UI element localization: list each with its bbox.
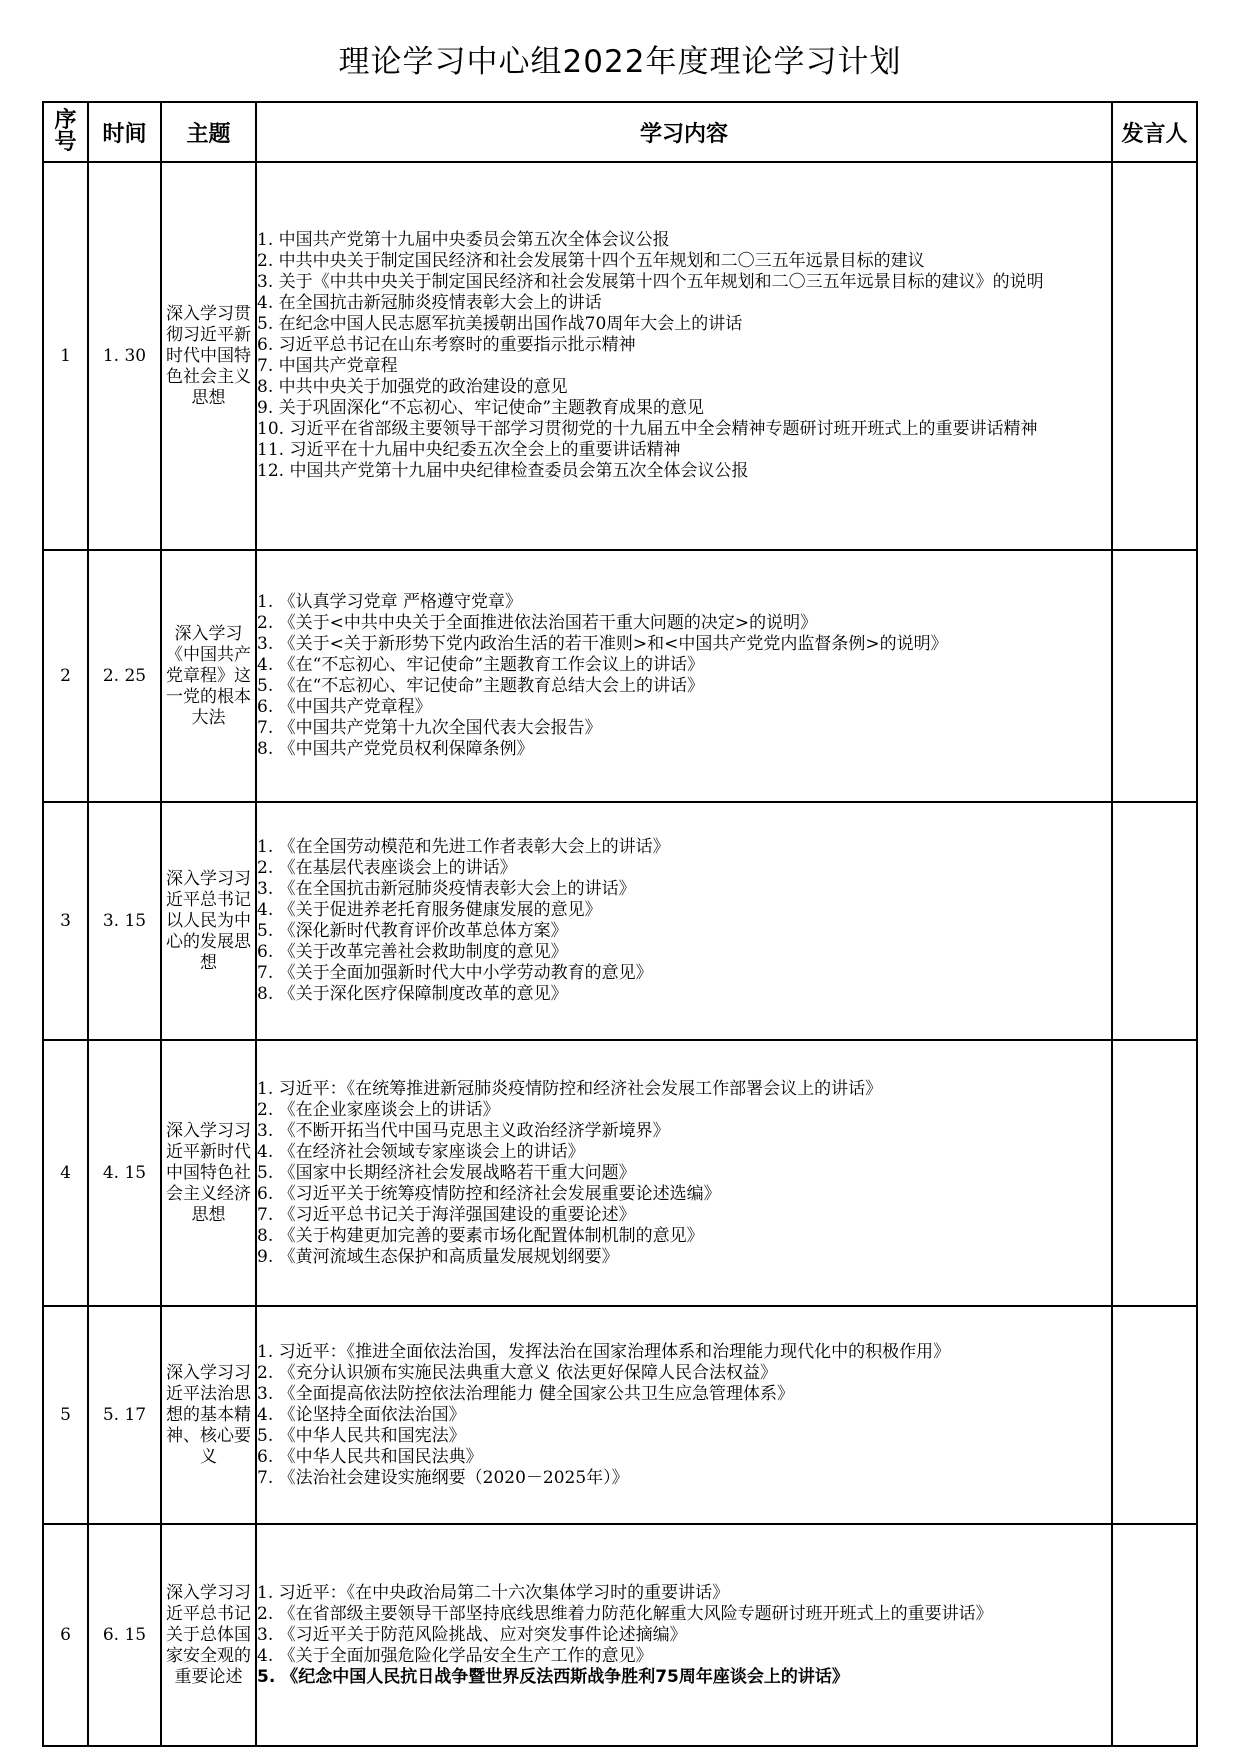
- row-content: [256, 1040, 1112, 1306]
- content-item: 5. 在纪念中国人民志愿军抗美援朝出国作战70周年大会上的讲话: [257, 314, 743, 334]
- table-row: [43, 1524, 1197, 1746]
- row-content: [256, 1524, 1112, 1746]
- header-seq: 序号: [43, 102, 88, 162]
- page-title: 理论学习中心组2022年度理论学习计划: [338, 44, 902, 80]
- header-time: 时间: [88, 102, 161, 162]
- content-item: 7. 《法治社会建设实施纲要（2020－2025年）》: [257, 1467, 629, 1488]
- row-content: [256, 550, 1112, 802]
- content-item: 4. 《关于促进养老托育服务健康发展的意见》: [257, 900, 602, 920]
- content-item: 3. 《关于<关于新形势下党内政治生活的若干准则>和<中国共产党党内监督条例>的说明》: [257, 634, 948, 654]
- row-speaker: [1112, 162, 1197, 550]
- content-item: 5. 《在“不忘初心、牢记使命”主题教育总结大会上的讲话》: [257, 676, 705, 696]
- content-item: 2. 《关于<中共中央关于全面推进依法治国若干重大问题的决定>的说明》: [257, 613, 818, 633]
- content-item: 10. 习近平在省部级主要领导干部学习贯彻党的十九届五中全会精神专题研讨班开班式上的重要讲话精神: [257, 419, 1038, 439]
- row-time: 4. 15: [88, 1040, 161, 1306]
- content-item: 8. 《关于深化医疗保障制度改革的意见》: [257, 984, 568, 1004]
- content-item: 12. 中国共产党第十九届中央纪律检查委员会第五次全体会议公报: [257, 461, 749, 481]
- content-item: 5. 《国家中长期经济社会发展战略若干重大问题》: [257, 1162, 636, 1183]
- content-item: 6. 习近平总书记在山东考察时的重要指示批示精神: [257, 335, 636, 355]
- row-speaker: [1112, 550, 1197, 802]
- content-item: 2. 《在基层代表座谈会上的讲话》: [257, 858, 517, 878]
- row-topic: 深入学习习近平总书记关于总体国家安全观的重要论述: [161, 1524, 256, 1746]
- content-item: 3. 《习近平关于防范风险挑战、应对突发事件论述摘编》: [257, 1624, 687, 1645]
- row-content: [256, 1306, 1112, 1524]
- row-seq: 5: [43, 1306, 88, 1524]
- header-topic: 主题: [161, 102, 256, 162]
- row-seq: 6: [43, 1524, 88, 1746]
- content-item: 5. 《中华人民共和国宪法》: [257, 1425, 466, 1446]
- table-row: [43, 802, 1197, 1040]
- row-content: [256, 802, 1112, 1040]
- row-speaker: [1112, 802, 1197, 1040]
- content-item: 3. 《不断开拓当代中国马克思主义政治经济学新境界》: [257, 1120, 670, 1141]
- row-speaker: [1112, 1306, 1197, 1524]
- header-content: 学习内容: [256, 102, 1112, 162]
- row-seq: 2: [43, 550, 88, 802]
- row-time: 3. 15: [88, 802, 161, 1040]
- content-item: 4. 《关于全面加强危险化学品安全生产工作的意见》: [257, 1645, 653, 1666]
- row-time: 5. 17: [88, 1306, 161, 1524]
- row-content: [256, 162, 1112, 550]
- content-item: 3. 《在全国抗击新冠肺炎疫情表彰大会上的讲话》: [257, 879, 636, 899]
- content-item: 3. 关于《中共中央关于制定国民经济和社会发展第十四个五年规划和二〇三五年远景目标的建议》的说明: [257, 272, 1044, 292]
- content-item: 2. 《在省部级主要领导干部坚持底线思维着力防范化解重大风险专题研讨班开班式上的重要讲话》: [257, 1603, 993, 1624]
- content-item: 7. 《关于全面加强新时代大中小学劳动教育的意见》: [257, 963, 653, 983]
- row-topic: 深入学习贯彻习近平新时代中国特色社会主义思想: [161, 162, 256, 550]
- content-item: 7. 中国共产党章程: [257, 356, 398, 376]
- row-speaker: [1112, 1524, 1197, 1746]
- row-seq: 1: [43, 162, 88, 550]
- content-item: 4. 在全国抗击新冠肺炎疫情表彰大会上的讲话: [257, 293, 602, 313]
- row-time: 6. 15: [88, 1524, 161, 1746]
- table-row: [43, 162, 1197, 550]
- content-item: 7. 《习近平总书记关于海洋强国建设的重要论述》: [257, 1204, 636, 1225]
- content-item: 4. 《在经济社会领域专家座谈会上的讲话》: [257, 1141, 585, 1162]
- content-item: 9. 《黄河流域生态保护和高质量发展规划纲要》: [257, 1246, 619, 1267]
- content-item-bold: 5. 《纪念中国人民抗日战争暨世界反法西斯战争胜利75周年座谈会上的讲话》: [257, 1666, 849, 1687]
- table-row: [43, 1306, 1197, 1524]
- content-item: 3. 《全面提高依法防控依法治理能力 健全国家公共卫生应急管理体系》: [257, 1383, 795, 1404]
- content-item: 1. 习近平：《在统筹推进新冠肺炎疫情防控和经济社会发展工作部署会议上的讲话》: [257, 1078, 883, 1099]
- row-speaker: [1112, 1040, 1197, 1306]
- content-item: 1. 中国共产党第十九届中央委员会第五次全体会议公报: [257, 230, 670, 250]
- content-item: 8. 中共中央关于加强党的政治建设的意见: [257, 377, 568, 397]
- content-item: 5. 《深化新时代教育评价改革总体方案》: [257, 921, 568, 941]
- content-item: 11. 习近平在十九届中央纪委五次全会上的重要讲话精神: [257, 440, 681, 460]
- content-item: 2. 中共中央关于制定国民经济和社会发展第十四个五年规划和二〇三五年远景目标的建议: [257, 251, 925, 271]
- row-topic: 深入学习《中国共产党章程》这一党的根本大法: [161, 550, 256, 802]
- content-item: 2. 《在企业家座谈会上的讲话》: [257, 1099, 500, 1120]
- table-row: [43, 1040, 1197, 1306]
- content-item: 4. 《论坚持全面依法治国》: [257, 1404, 466, 1425]
- header-speaker: 发言人: [1112, 102, 1197, 162]
- content-item: 8. 《关于构建更加完善的要素市场化配置体制机制的意见》: [257, 1225, 704, 1246]
- content-item: 1. 习近平：《推进全面依法治国，发挥法治在国家治理体系和治理能力现代化中的积极作用》: [257, 1341, 951, 1362]
- row-seq: 3: [43, 802, 88, 1040]
- content-item: 1. 《在全国劳动模范和先进工作者表彰大会上的讲话》: [257, 837, 670, 857]
- study-plan-table: [42, 101, 1198, 1747]
- table-header-row: [43, 102, 1197, 162]
- row-topic: 深入学习习近平新时代中国特色社会主义经济思想: [161, 1040, 256, 1306]
- table-row: [43, 550, 1197, 802]
- content-item: 9. 关于巩固深化“不忘初心、牢记使命”主题教育成果的意见: [257, 398, 705, 418]
- content-item: 6. 《中华人民共和国民法典》: [257, 1446, 483, 1467]
- row-time: 2. 25: [88, 550, 161, 802]
- content-item: 2. 《充分认识颁布实施民法典重大意义 依法更好保障人民合法权益》: [257, 1362, 778, 1383]
- content-item: 6. 《习近平关于统筹疫情防控和经济社会发展重要论述选编》: [257, 1183, 721, 1204]
- content-item: 6. 《关于改革完善社会救助制度的意见》: [257, 942, 568, 962]
- content-item: 6. 《中国共产党章程》: [257, 697, 432, 717]
- row-topic: 深入学习习近平法治思想的基本精神、核心要义: [161, 1306, 256, 1524]
- content-item: 1. 习近平：《在中央政治局第二十六次集体学习时的重要讲话》: [257, 1582, 730, 1603]
- content-item: 4. 《在“不忘初心、牢记使命”主题教育工作会议上的讲话》: [257, 655, 705, 675]
- row-topic: 深入学习习近平总书记以人民为中心的发展思想: [161, 802, 256, 1040]
- content-item: 7. 《中国共产党第十九次全国代表大会报告》: [257, 718, 602, 738]
- content-item: 8. 《中国共产党党员权利保障条例》: [257, 739, 534, 759]
- row-time: 1. 30: [88, 162, 161, 550]
- content-item: 1. 《认真学习党章 严格遵守党章》: [257, 592, 523, 612]
- row-seq: 4: [43, 1040, 88, 1306]
